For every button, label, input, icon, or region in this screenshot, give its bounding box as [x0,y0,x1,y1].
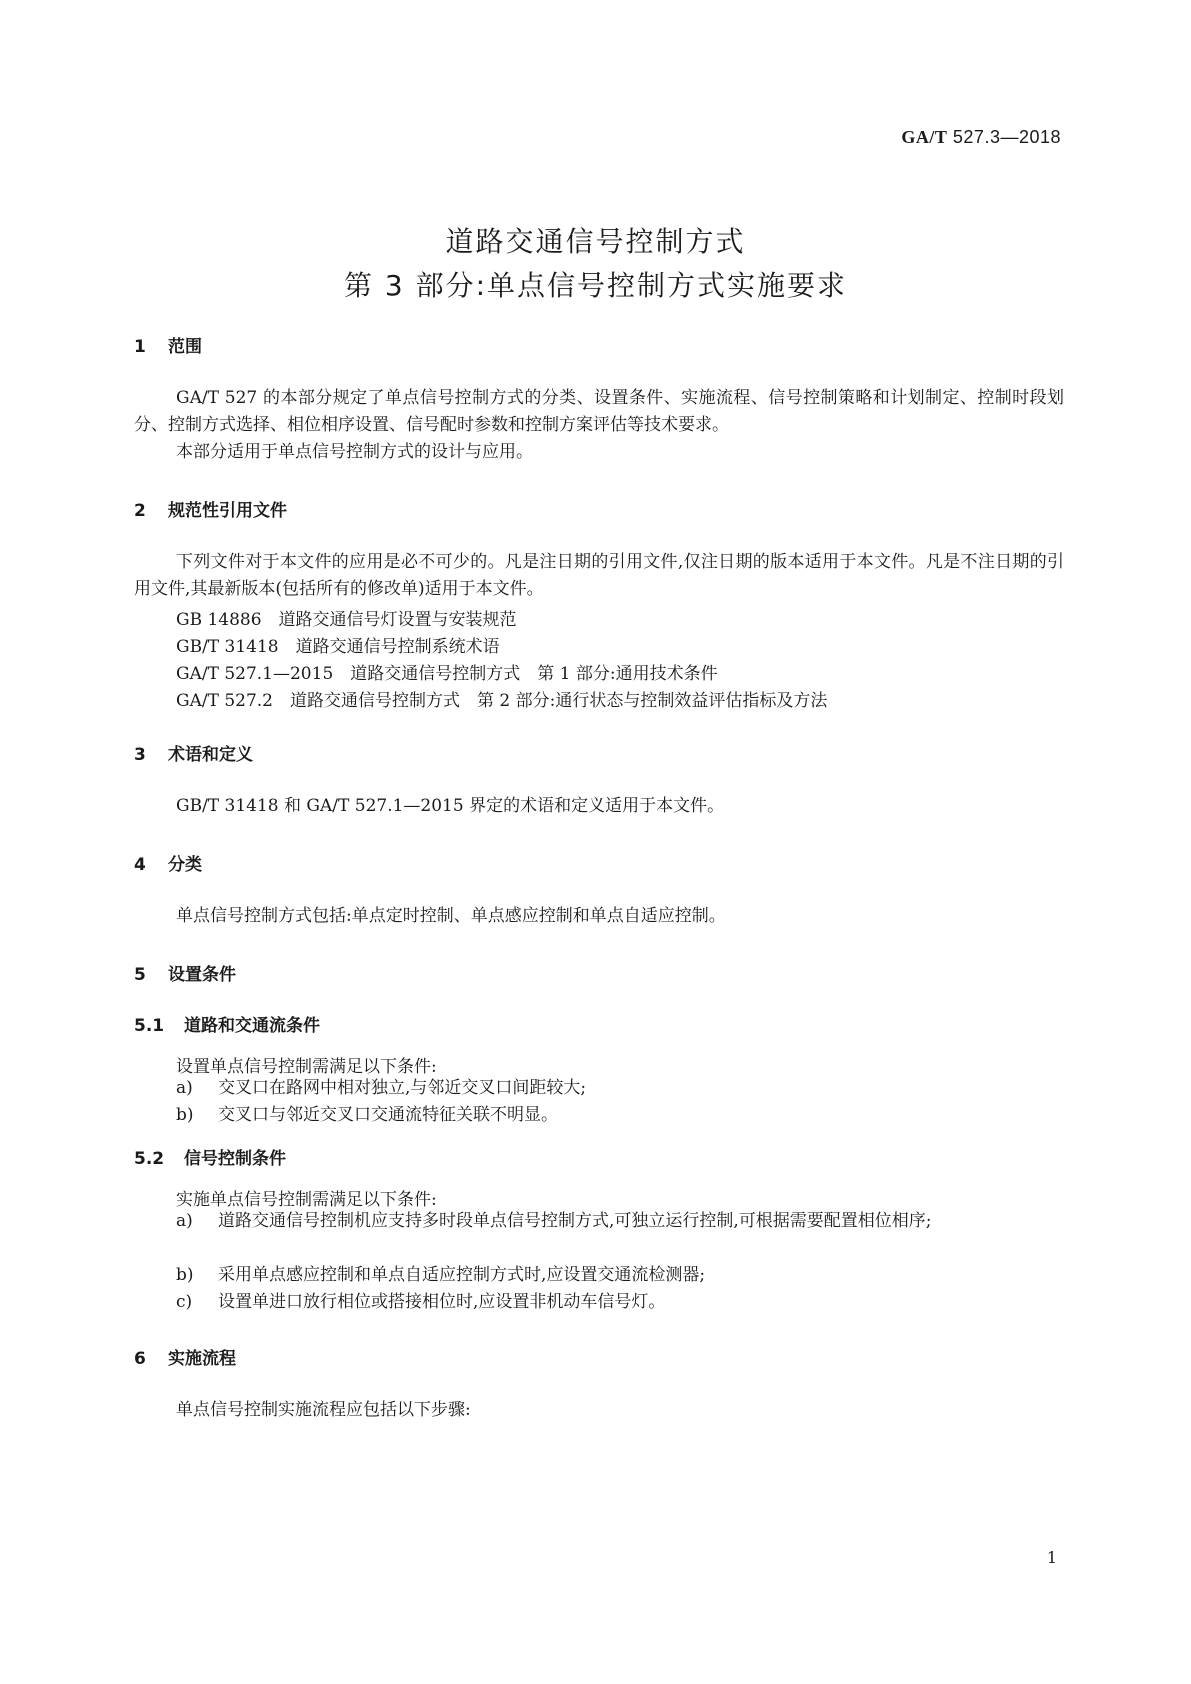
paragraph-classification: 单点信号控制方式包括:单点定时控制、单点感应控制和单点自适应控制。 [176,906,726,926]
reference-item: GA/T 527.2 道路交通信号控制方式 第 2 部分:通行状态与控制效益评估指标及方法 [176,691,828,711]
list-item: b) 采用单点感应控制和单点自适应控制方式时,应设置交通流检测器; [176,1265,706,1285]
heading-5: 5 设置条件 [134,965,236,985]
list-item: a) 道路交通信号控制机应支持多时段单点信号控制方式,可独立运行控制,可根据需要配置相位相序; [176,1211,932,1231]
paragraph-terms: GB/T 31418 和 GA/T 527.1—2015 界定的术语和定义适用于本文件。 [176,796,725,816]
heading-2: 2 规范性引用文件 [134,501,287,521]
reference-item: GB 14886 道路交通信号灯设置与安装规范 [176,610,517,630]
heading-3: 3 术语和定义 [134,745,253,765]
document-title: 道路交通信号控制方式 [445,225,746,258]
list-intro: 实施单点信号控制需满足以下条件: [176,1190,437,1210]
paragraph-applicability: 本部分适用于单点信号控制方式的设计与应用。 [176,442,533,462]
reference-item: GB/T 31418 道路交通信号控制系统术语 [176,637,500,657]
page-number: 1 [1046,1548,1057,1567]
list-intro: 设置单点信号控制需满足以下条件: [176,1057,437,1077]
document-subtitle: 第 3 部分:单点信号控制方式实施要求 [343,269,848,302]
heading-5-1: 5.1 道路和交通流条件 [134,1016,320,1036]
paragraph-references: 下列文件对于本文件的应用是必不可少的。凡是注日期的引用文件,仅注日期的版本适用于本文件。凡是不注日期的引用文件,其最新版本(包括所有的修改单)适用于本文件。 [134,552,1064,599]
paragraph-scope: GA/T 527 的本部分规定了单点信号控制方式的分类、设置条件、实施流程、信号控制策略和计划制定、控制时段划分、控制方式选择、相位相序设置、信号配时参数和控制方案评估等技术要求。 [134,388,1064,435]
heading-5-2: 5.2 信号控制条件 [134,1149,286,1169]
standard-number: GA/T 527.3—2018 [901,127,1061,147]
list-item: a) 交叉口在路网中相对独立,与邻近交叉口间距较大; [176,1078,587,1098]
reference-item: GA/T 527.1—2015 道路交通信号控制方式 第 1 部分:通用技术条件 [176,664,718,684]
heading-1: 1 范围 [134,337,202,357]
heading-6: 6 实施流程 [134,1349,236,1369]
list-item: b) 交叉口与邻近交叉口交通流特征关联不明显。 [176,1105,558,1125]
paragraph-process: 单点信号控制实施流程应包括以下步骤: [176,1400,471,1420]
list-item: c) 设置单进口放行相位或搭接相位时,应设置非机动车信号灯。 [176,1292,666,1312]
heading-4: 4 分类 [134,855,202,875]
